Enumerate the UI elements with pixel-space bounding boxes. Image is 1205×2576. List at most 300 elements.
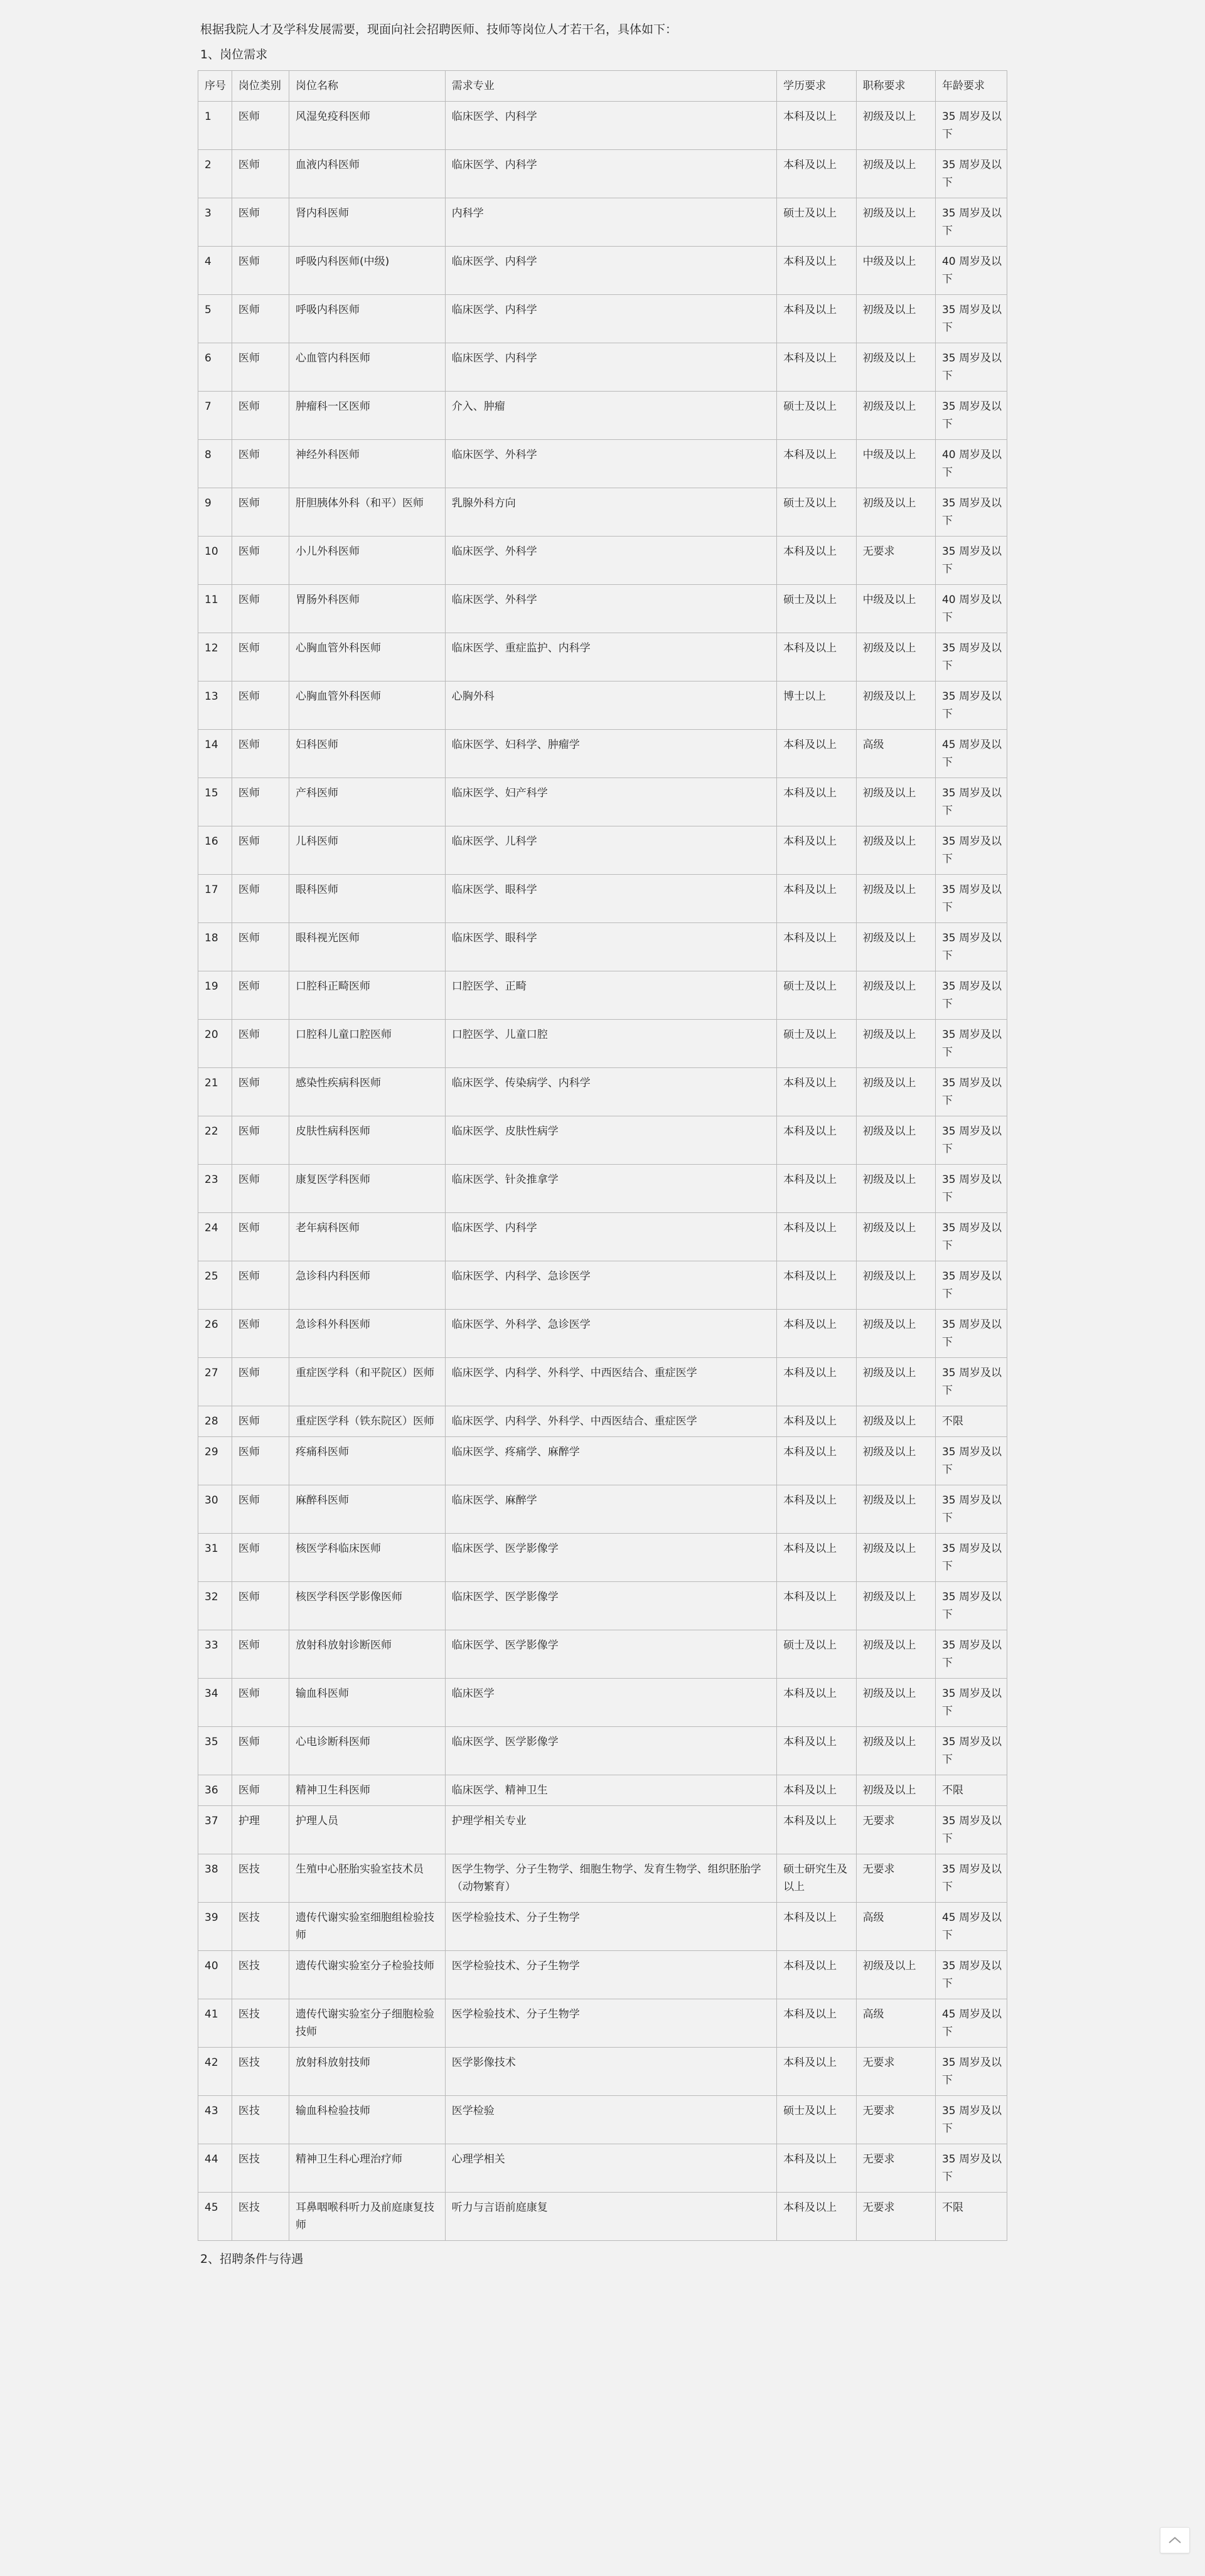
- footer-note: 2、招聘条件与待遇: [200, 2252, 304, 2266]
- cell-major: 临床医学、内科学: [445, 247, 776, 295]
- cell-category: 医师: [232, 440, 289, 488]
- table-row: [198, 1951, 1007, 1999]
- cell-title: 初级及以上: [856, 826, 935, 875]
- cell-position: 神经外科医师: [289, 440, 446, 488]
- cell-title: 初级及以上: [856, 488, 935, 537]
- cell-major: 内科学: [445, 198, 776, 247]
- cell-no: 43: [198, 2096, 232, 2144]
- column-header-no: 序号: [198, 71, 232, 102]
- cell-no: 14: [198, 730, 232, 778]
- cell-no: 6: [198, 343, 232, 392]
- cell-category: 医师: [232, 1534, 289, 1582]
- cell-age: 不限: [935, 1406, 1007, 1437]
- table-row: [198, 2096, 1007, 2144]
- scroll-to-top-button[interactable]: [1160, 2527, 1190, 2553]
- cell-major: 医学检验: [445, 2096, 776, 2144]
- cell-education: 硕士及以上: [777, 1630, 856, 1679]
- cell-no: 22: [198, 1116, 232, 1165]
- cell-major: 医学影像技术: [445, 2048, 776, 2096]
- cell-major: 临床医学、医学影像学: [445, 1534, 776, 1582]
- table-header-row: [198, 71, 1007, 102]
- cell-position: 核医学科临床医师: [289, 1534, 446, 1582]
- cell-age: 35 周岁及以下: [935, 826, 1007, 875]
- cell-no: 7: [198, 392, 232, 440]
- cell-category: 医师: [232, 1261, 289, 1310]
- cell-no: 34: [198, 1679, 232, 1727]
- cell-position: 放射科放射诊断医师: [289, 1630, 446, 1679]
- cell-major: 临床医学、麻醉学: [445, 1485, 776, 1534]
- cell-education: 本科及以上: [777, 1437, 856, 1485]
- table-row: [198, 295, 1007, 343]
- cell-category: 医师: [232, 295, 289, 343]
- cell-education: 本科及以上: [777, 1358, 856, 1406]
- cell-no: 40: [198, 1951, 232, 1999]
- cell-position: 急诊科外科医师: [289, 1310, 446, 1358]
- cell-category: 医师: [232, 923, 289, 971]
- table-row: [198, 875, 1007, 923]
- cell-no: 3: [198, 198, 232, 247]
- cell-position: 重症医学科（铁东院区）医师: [289, 1406, 446, 1437]
- cell-category: 医技: [232, 2144, 289, 2193]
- cell-title: 初级及以上: [856, 971, 935, 1020]
- cell-education: 本科及以上: [777, 102, 856, 150]
- cell-position: 老年病科医师: [289, 1213, 446, 1261]
- cell-age: 35 周岁及以下: [935, 102, 1007, 150]
- cell-age: 35 周岁及以下: [935, 1630, 1007, 1679]
- cell-major: 心胸外科: [445, 681, 776, 730]
- cell-major: 临床医学、妇科学、肿瘤学: [445, 730, 776, 778]
- cell-education: 本科及以上: [777, 537, 856, 585]
- cell-category: 医师: [232, 585, 289, 633]
- cell-title: 无要求: [856, 2096, 935, 2144]
- cell-age: 35 周岁及以下: [935, 1951, 1007, 1999]
- cell-age: 35 周岁及以下: [935, 2144, 1007, 2193]
- table-row: [198, 1485, 1007, 1534]
- cell-category: 医师: [232, 1068, 289, 1116]
- cell-position: 皮肤性病科医师: [289, 1116, 446, 1165]
- cell-age: 35 周岁及以下: [935, 1437, 1007, 1485]
- cell-title: 无要求: [856, 537, 935, 585]
- cell-education: 本科及以上: [777, 1261, 856, 1310]
- cell-no: 4: [198, 247, 232, 295]
- table-row: [198, 247, 1007, 295]
- cell-position: 护理人员: [289, 1806, 446, 1854]
- cell-no: 23: [198, 1165, 232, 1213]
- cell-no: 17: [198, 875, 232, 923]
- cell-no: 24: [198, 1213, 232, 1261]
- cell-position: 遗传代谢实验室分子细胞检验技师: [289, 1999, 446, 2048]
- cell-title: 无要求: [856, 1806, 935, 1854]
- cell-no: 41: [198, 1999, 232, 2048]
- section-title: 1、岗位需求: [200, 48, 268, 61]
- cell-education: 硕士及以上: [777, 971, 856, 1020]
- cell-age: 35 周岁及以下: [935, 778, 1007, 826]
- cell-position: 妇科医师: [289, 730, 446, 778]
- cell-age: 35 周岁及以下: [935, 1310, 1007, 1358]
- cell-age: 35 周岁及以下: [935, 343, 1007, 392]
- cell-no: 35: [198, 1727, 232, 1775]
- cell-position: 血液内科医师: [289, 150, 446, 198]
- table-row: [198, 1999, 1007, 2048]
- table-row: [198, 1437, 1007, 1485]
- cell-position: 康复医学科医师: [289, 1165, 446, 1213]
- cell-major: 临床医学、内科学: [445, 150, 776, 198]
- cell-no: 8: [198, 440, 232, 488]
- cell-education: 本科及以上: [777, 1165, 856, 1213]
- cell-age: 35 周岁及以下: [935, 633, 1007, 681]
- cell-age: 40 周岁及以下: [935, 247, 1007, 295]
- cell-education: 博士以上: [777, 681, 856, 730]
- cell-category: 医师: [232, 826, 289, 875]
- cell-title: 初级及以上: [856, 1630, 935, 1679]
- cell-major: 临床医学、内科学、急诊医学: [445, 1261, 776, 1310]
- cell-education: 本科及以上: [777, 633, 856, 681]
- cell-major: 临床医学、内科学、外科学、中西医结合、重症医学: [445, 1358, 776, 1406]
- cell-major: 口腔医学、正畸: [445, 971, 776, 1020]
- cell-no: 5: [198, 295, 232, 343]
- cell-major: 心理学相关: [445, 2144, 776, 2193]
- cell-age: 40 周岁及以下: [935, 585, 1007, 633]
- cell-education: 本科及以上: [777, 2193, 856, 2241]
- cell-age: 35 周岁及以下: [935, 537, 1007, 585]
- cell-major: 临床医学、医学影像学: [445, 1630, 776, 1679]
- cell-no: 10: [198, 537, 232, 585]
- cell-category: 医技: [232, 1903, 289, 1951]
- job-requirements-table: [198, 70, 1007, 2241]
- cell-major: 临床医学、传染病学、内科学: [445, 1068, 776, 1116]
- cell-title: 初级及以上: [856, 1727, 935, 1775]
- cell-title: 中级及以上: [856, 585, 935, 633]
- table-row: [198, 923, 1007, 971]
- table-row: [198, 537, 1007, 585]
- cell-position: 肝胆胰体外科（和平）医师: [289, 488, 446, 537]
- cell-category: 医师: [232, 875, 289, 923]
- cell-no: 27: [198, 1358, 232, 1406]
- cell-age: 35 周岁及以下: [935, 1679, 1007, 1727]
- cell-no: 19: [198, 971, 232, 1020]
- cell-no: 28: [198, 1406, 232, 1437]
- cell-education: 硕士及以上: [777, 1020, 856, 1068]
- cell-major: 临床医学、内科学: [445, 102, 776, 150]
- cell-major: 临床医学、针灸推拿学: [445, 1165, 776, 1213]
- cell-education: 硕士及以上: [777, 2096, 856, 2144]
- cell-age: 35 周岁及以下: [935, 1727, 1007, 1775]
- table-row: [198, 1903, 1007, 1951]
- cell-education: 本科及以上: [777, 875, 856, 923]
- table-row: [198, 2144, 1007, 2193]
- cell-no: 44: [198, 2144, 232, 2193]
- table-row: [198, 1165, 1007, 1213]
- chevron-up-icon: [1168, 2536, 1182, 2545]
- cell-major: 临床医学、外科学: [445, 440, 776, 488]
- cell-title: 中级及以上: [856, 247, 935, 295]
- cell-position: 输血科检验技师: [289, 2096, 446, 2144]
- cell-age: 35 周岁及以下: [935, 1485, 1007, 1534]
- cell-title: 初级及以上: [856, 150, 935, 198]
- cell-age: 35 周岁及以下: [935, 295, 1007, 343]
- cell-education: 本科及以上: [777, 1806, 856, 1854]
- cell-age: 35 周岁及以下: [935, 875, 1007, 923]
- table-row: [198, 681, 1007, 730]
- cell-category: 医师: [232, 633, 289, 681]
- column-header-title: 职称要求: [856, 71, 935, 102]
- cell-major: 临床医学、医学影像学: [445, 1727, 776, 1775]
- cell-education: 本科及以上: [777, 150, 856, 198]
- cell-age: 40 周岁及以下: [935, 440, 1007, 488]
- cell-category: 医师: [232, 198, 289, 247]
- table-row: [198, 198, 1007, 247]
- table-row: [198, 971, 1007, 1020]
- cell-position: 呼吸内科医师: [289, 295, 446, 343]
- cell-category: 医师: [232, 778, 289, 826]
- cell-no: 12: [198, 633, 232, 681]
- cell-age: 35 周岁及以下: [935, 392, 1007, 440]
- cell-major: 临床医学、重症监护、内科学: [445, 633, 776, 681]
- cell-no: 42: [198, 2048, 232, 2096]
- cell-no: 16: [198, 826, 232, 875]
- cell-age: 不限: [935, 2193, 1007, 2241]
- table-row: [198, 2193, 1007, 2241]
- cell-education: 本科及以上: [777, 778, 856, 826]
- column-header-age: 年龄要求: [935, 71, 1007, 102]
- cell-position: 产科医师: [289, 778, 446, 826]
- cell-category: 护理: [232, 1806, 289, 1854]
- cell-position: 输血科医师: [289, 1679, 446, 1727]
- cell-major: 听力与言语前庭康复: [445, 2193, 776, 2241]
- intro-paragraph: 根据我院人才及学科发展需要，现面向社会招聘医师、技师等岗位人才若干名，具体如下：: [200, 23, 678, 36]
- cell-age: 35 周岁及以下: [935, 1534, 1007, 1582]
- cell-category: 医技: [232, 1999, 289, 2048]
- table-row: [198, 488, 1007, 537]
- cell-age: 不限: [935, 1775, 1007, 1806]
- cell-position: 重症医学科（和平院区）医师: [289, 1358, 446, 1406]
- cell-category: 医技: [232, 2096, 289, 2144]
- table-row: [198, 1806, 1007, 1854]
- cell-position: 精神卫生科心理治疗师: [289, 2144, 446, 2193]
- cell-age: 35 周岁及以下: [935, 1261, 1007, 1310]
- cell-education: 本科及以上: [777, 2048, 856, 2096]
- cell-category: 医师: [232, 343, 289, 392]
- cell-no: 1: [198, 102, 232, 150]
- cell-title: 初级及以上: [856, 1534, 935, 1582]
- cell-education: 本科及以上: [777, 1534, 856, 1582]
- cell-category: 医师: [232, 1485, 289, 1534]
- cell-education: 本科及以上: [777, 343, 856, 392]
- cell-age: 35 周岁及以下: [935, 198, 1007, 247]
- cell-age: 35 周岁及以下: [935, 1213, 1007, 1261]
- cell-education: 本科及以上: [777, 1116, 856, 1165]
- cell-category: 医技: [232, 2193, 289, 2241]
- cell-age: 35 周岁及以下: [935, 150, 1007, 198]
- cell-category: 医师: [232, 102, 289, 150]
- cell-title: 初级及以上: [856, 1020, 935, 1068]
- cell-position: 麻醉科医师: [289, 1485, 446, 1534]
- cell-title: 初级及以上: [856, 681, 935, 730]
- cell-title: 初级及以上: [856, 875, 935, 923]
- cell-title: 初级及以上: [856, 1261, 935, 1310]
- cell-age: 35 周岁及以下: [935, 1806, 1007, 1854]
- cell-no: 39: [198, 1903, 232, 1951]
- cell-category: 医师: [232, 1437, 289, 1485]
- cell-title: 初级及以上: [856, 1310, 935, 1358]
- cell-major: 临床医学、妇产科学: [445, 778, 776, 826]
- cell-title: 无要求: [856, 2048, 935, 2096]
- cell-age: 45 周岁及以下: [935, 1999, 1007, 2048]
- cell-no: 2: [198, 150, 232, 198]
- cell-age: 35 周岁及以下: [935, 923, 1007, 971]
- cell-no: 38: [198, 1854, 232, 1903]
- cell-major: 护理学相关专业: [445, 1806, 776, 1854]
- cell-position: 放射科放射技师: [289, 2048, 446, 2096]
- cell-major: 医学检验技术、分子生物学: [445, 1999, 776, 2048]
- cell-age: 35 周岁及以下: [935, 2048, 1007, 2096]
- table-row: [198, 150, 1007, 198]
- cell-no: 21: [198, 1068, 232, 1116]
- table-row: [198, 1020, 1007, 1068]
- cell-title: 初级及以上: [856, 295, 935, 343]
- table-row: [198, 826, 1007, 875]
- cell-position: 眼科医师: [289, 875, 446, 923]
- cell-position: 口腔科儿童口腔医师: [289, 1020, 446, 1068]
- cell-category: 医师: [232, 730, 289, 778]
- cell-title: 初级及以上: [856, 1406, 935, 1437]
- cell-category: 医师: [232, 1165, 289, 1213]
- cell-category: 医师: [232, 681, 289, 730]
- cell-education: 硕士及以上: [777, 198, 856, 247]
- cell-major: 临床医学、内科学、外科学、中西医结合、重症医学: [445, 1406, 776, 1437]
- cell-education: 本科及以上: [777, 1951, 856, 1999]
- cell-title: 初级及以上: [856, 1679, 935, 1727]
- cell-title: 初级及以上: [856, 633, 935, 681]
- cell-no: 31: [198, 1534, 232, 1582]
- cell-no: 36: [198, 1775, 232, 1806]
- cell-category: 医师: [232, 392, 289, 440]
- cell-age: 45 周岁及以下: [935, 730, 1007, 778]
- cell-position: 疼痛科医师: [289, 1437, 446, 1485]
- cell-major: 临床医学、精神卫生: [445, 1775, 776, 1806]
- cell-age: 35 周岁及以下: [935, 1854, 1007, 1903]
- cell-age: 35 周岁及以下: [935, 2096, 1007, 2144]
- cell-position: 核医学科医学影像医师: [289, 1582, 446, 1630]
- table-row: [198, 440, 1007, 488]
- cell-education: 硕士及以上: [777, 488, 856, 537]
- cell-title: 高级: [856, 1999, 935, 2048]
- cell-category: 医师: [232, 1116, 289, 1165]
- cell-no: 37: [198, 1806, 232, 1854]
- cell-category: 医师: [232, 1020, 289, 1068]
- cell-education: 本科及以上: [777, 440, 856, 488]
- cell-no: 9: [198, 488, 232, 537]
- cell-position: 心血管内科医师: [289, 343, 446, 392]
- cell-category: 医师: [232, 1358, 289, 1406]
- cell-major: 临床医学、皮肤性病学: [445, 1116, 776, 1165]
- cell-education: 本科及以上: [777, 1406, 856, 1437]
- table-row: [198, 1854, 1007, 1903]
- cell-major: 临床医学: [445, 1679, 776, 1727]
- cell-major: 临床医学、儿科学: [445, 826, 776, 875]
- cell-major: 临床医学、外科学、急诊医学: [445, 1310, 776, 1358]
- table-row: [198, 1358, 1007, 1406]
- cell-title: 初级及以上: [856, 102, 935, 150]
- cell-category: 医师: [232, 1727, 289, 1775]
- cell-title: 初级及以上: [856, 1358, 935, 1406]
- cell-category: 医师: [232, 1213, 289, 1261]
- cell-major: 临床医学、外科学: [445, 585, 776, 633]
- cell-position: 生殖中心胚胎实验室技术员: [289, 1854, 446, 1903]
- cell-title: 中级及以上: [856, 440, 935, 488]
- cell-age: 35 周岁及以下: [935, 488, 1007, 537]
- cell-position: 眼科视光医师: [289, 923, 446, 971]
- table-body: [198, 102, 1007, 2241]
- cell-major: 临床医学、眼科学: [445, 875, 776, 923]
- cell-title: 初级及以上: [856, 1485, 935, 1534]
- table-row: [198, 1068, 1007, 1116]
- cell-position: 精神卫生科医师: [289, 1775, 446, 1806]
- cell-major: 临床医学、内科学: [445, 343, 776, 392]
- cell-no: 32: [198, 1582, 232, 1630]
- cell-education: 本科及以上: [777, 1727, 856, 1775]
- cell-education: 本科及以上: [777, 1903, 856, 1951]
- cell-major: 口腔医学、儿童口腔: [445, 1020, 776, 1068]
- cell-no: 33: [198, 1630, 232, 1679]
- cell-position: 风湿免疫科医师: [289, 102, 446, 150]
- table-row: [198, 1727, 1007, 1775]
- cell-position: 遗传代谢实验室细胞组检验技师: [289, 1903, 446, 1951]
- column-header-education: 学历要求: [777, 71, 856, 102]
- cell-age: 35 周岁及以下: [935, 971, 1007, 1020]
- cell-title: 初级及以上: [856, 392, 935, 440]
- cell-title: 初级及以上: [856, 1116, 935, 1165]
- cell-position: 心胸血管外科医师: [289, 681, 446, 730]
- table-row: [198, 585, 1007, 633]
- cell-no: 29: [198, 1437, 232, 1485]
- cell-no: 15: [198, 778, 232, 826]
- cell-position: 感染性疾病科医师: [289, 1068, 446, 1116]
- cell-education: 本科及以上: [777, 1999, 856, 2048]
- cell-title: 初级及以上: [856, 1951, 935, 1999]
- cell-category: 医技: [232, 1854, 289, 1903]
- cell-no: 18: [198, 923, 232, 971]
- table-row: [198, 1775, 1007, 1806]
- table-row: [198, 102, 1007, 150]
- cell-category: 医技: [232, 1951, 289, 1999]
- cell-category: 医师: [232, 247, 289, 295]
- cell-education: 硕士及以上: [777, 392, 856, 440]
- cell-education: 本科及以上: [777, 1213, 856, 1261]
- document-body: [198, 19, 1007, 2270]
- cell-title: 初级及以上: [856, 778, 935, 826]
- cell-title: 初级及以上: [856, 1582, 935, 1630]
- cell-title: 无要求: [856, 2144, 935, 2193]
- cell-title: 初级及以上: [856, 1068, 935, 1116]
- cell-category: 医师: [232, 1775, 289, 1806]
- table-row: [198, 1582, 1007, 1630]
- cell-category: 医师: [232, 1406, 289, 1437]
- cell-category: 医师: [232, 971, 289, 1020]
- cell-title: 初级及以上: [856, 1775, 935, 1806]
- cell-category: 医师: [232, 488, 289, 537]
- cell-title: 初级及以上: [856, 1165, 935, 1213]
- cell-position: 儿科医师: [289, 826, 446, 875]
- cell-major: 临床医学、外科学: [445, 537, 776, 585]
- cell-age: 35 周岁及以下: [935, 1582, 1007, 1630]
- cell-age: 35 周岁及以下: [935, 681, 1007, 730]
- table-row: [198, 1630, 1007, 1679]
- cell-education: 本科及以上: [777, 295, 856, 343]
- cell-position: 胃肠外科医师: [289, 585, 446, 633]
- table-row: [198, 1116, 1007, 1165]
- cell-title: 初级及以上: [856, 198, 935, 247]
